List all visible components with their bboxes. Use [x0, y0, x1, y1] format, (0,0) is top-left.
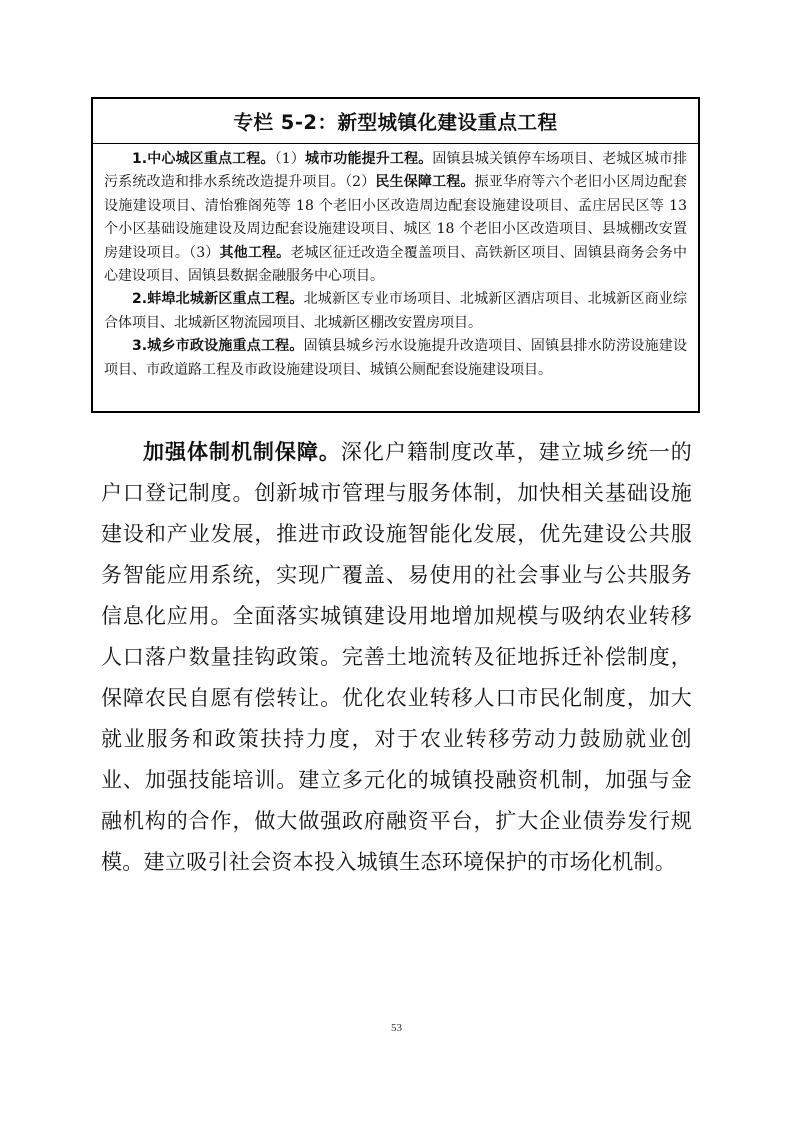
column-item-2: [104, 288, 687, 335]
item-text: （1）: [274, 151, 305, 167]
item-subheading: 其他工程。: [219, 244, 291, 261]
column-item-1: [104, 148, 687, 288]
paragraph-body: 深化户籍制度改革，建立城乡统一的户口登记制度。创新城市管理与服务体制，加快相关基础设施建设和产业发展，推进市政设施智能化发展，优先建设公共服务智能应用系统，实现广覆盖、易使用的社会事业与公共服务信息化应用。全面落实城镇建设用地增加规模与吸纳农业转移人口落户数量挂钩政策。完善土地流转及征地拆迁补偿制度，保障农民自愿有偿转让。优化农业转移人口市民化制度，加大就业服务和政策扶持力度，对于农业转移劳动力鼓励就业创业、加强技能培训。建立多元化的城镇投融资机制，加强与金融机构的合作，做大做强政府融资平台，扩大企业债券发行规模。建立吸引社会资本投入城镇生态环境保护的市场化机制。: [101, 440, 692, 874]
column-body: [93, 144, 698, 382]
item-text: 老城区征迁改造全覆盖项目、高铁新区项目、固镇县商务会务中心建设项目、固镇县数据金融服务中心项目。: [104, 244, 688, 285]
item-heading: 3.城乡市政设施重点工程。: [132, 338, 304, 355]
item-heading: 1.中心城区重点工程。: [132, 151, 275, 167]
project-column-box: [91, 97, 700, 413]
column-item-3: [104, 335, 687, 382]
item-text: 固镇县城乡污水设施提升改造项目、固镇县排水防涝设施建设项目、市政道路工程及市政设施建设项目、城镇公厕配套设施建设项目。: [104, 338, 688, 378]
page-number: 53: [391, 1022, 402, 1034]
main-paragraph: [101, 432, 692, 883]
column-title: 专栏 5-2：新型城镇化建设重点工程: [93, 99, 698, 144]
item-text: 北城新区专业市场项目、北城新区酒店项目、北城新区商业综合体项目、北城新区物流园项目、北城新区棚改安置房项目。: [104, 291, 688, 331]
main-text: [101, 432, 692, 883]
item-subheading: 城市功能提升工程。: [304, 151, 433, 167]
item-heading: 2.蚌埠北城新区重点工程。: [132, 291, 304, 308]
item-text: 振亚华府等六个老旧小区周边配套设施建设项目、清怡雅阁苑等 18 个老旧小区改造周边配套设施建设项目、孟庄居民区等 13 个小区基础设施建设及周边配套设施建设项目、城区 18 个老旧小区改造项目、县城棚改安置房建设项目。（3）: [104, 174, 688, 261]
item-subheading: 民生保障工程。: [375, 174, 475, 191]
item-text: 固镇县城关镇停车场项目、老城区城市排污系统改造和排水系统改造提升项目。（2）: [104, 151, 687, 191]
paragraph-heading: 加强体制机制保障。: [143, 440, 341, 464]
